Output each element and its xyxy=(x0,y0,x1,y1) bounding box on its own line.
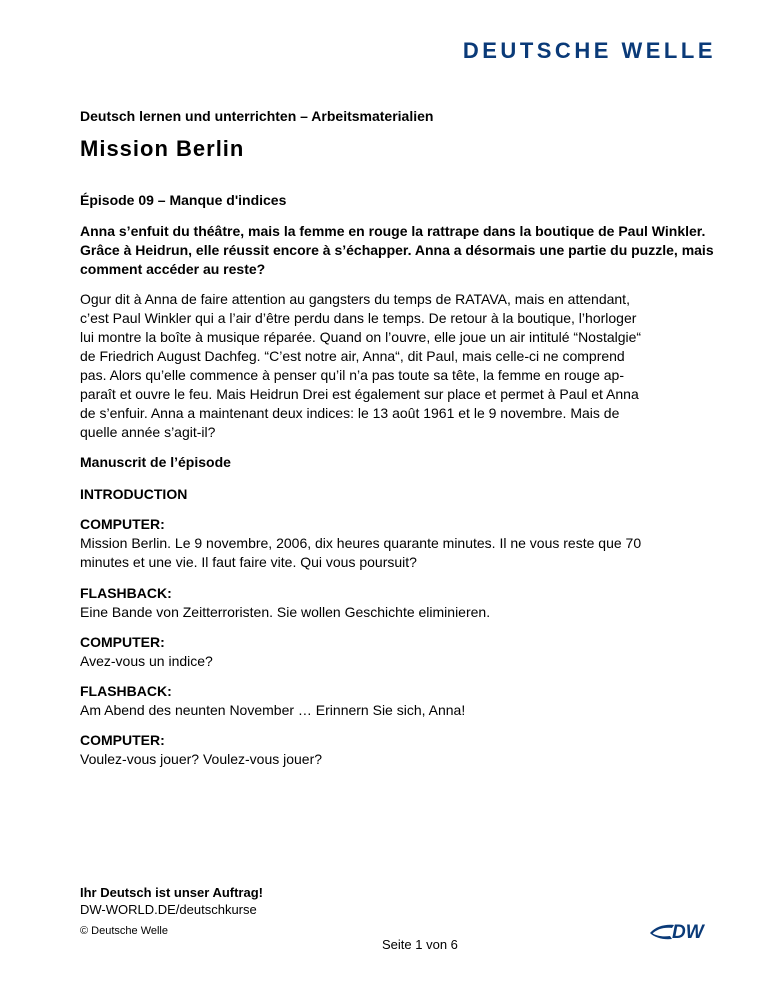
footer-copyright: © Deutsche Welle xyxy=(80,925,168,937)
dialogue-block xyxy=(80,584,720,622)
dw-logo-text: DW xyxy=(672,922,704,943)
dialogue-line: Avez-vous un indice? xyxy=(80,653,213,669)
intro-line: de s’enfuir. Anna a maintenant deux indices: le 13 août 1961 et le 9 novembre. Mais de xyxy=(80,405,620,421)
dialogue-line: Eine Bande von Zeitterroristen. Sie wollen Geschichte eliminieren. xyxy=(80,604,491,620)
dw-logo-icon xyxy=(648,918,716,944)
section-heading: INTRODUCTION xyxy=(80,486,188,502)
dialogue-line: Am Abend des neunten November … Erinnern Sie sich, Anna! xyxy=(80,702,466,718)
episode-summary: Anna s’enfuit du théâtre, mais la femme en rouge la rattrape dans la boutique de Paul Winkler. Grâce à Heidrun, elle réussit encore à s’échapper. Anna a désormais une partie du puzzle, mais comment accéder au reste? xyxy=(80,223,714,277)
manuscript-heading: Manuscrit de l’épisode xyxy=(80,454,231,470)
dialogue-line: Voulez-vous jouer? Voulez-vous jouer? xyxy=(80,751,323,767)
dialogue-block xyxy=(80,731,720,769)
dialogue-block xyxy=(80,515,720,572)
speaker-label: COMPUTER: xyxy=(80,732,165,748)
episode-intro xyxy=(80,290,720,442)
speaker-label: COMPUTER: xyxy=(80,634,165,650)
speaker-label: COMPUTER: xyxy=(80,516,165,532)
footer-slogan: Ihr Deutsch ist unser Auftrag! xyxy=(80,885,263,900)
intro-line: Ogur dit à Anna de faire attention au gangsters du temps de RATAVA, mais en attendant, xyxy=(80,291,630,307)
dialogue-line: Mission Berlin. Le 9 novembre, 2006, dix heures quarante minutes. Il ne vous reste que 70 xyxy=(80,535,642,551)
intro-line: pas. Alors qu’elle commence à penser qu’il n’a pas toute sa tête, la femme en rouge ap- xyxy=(80,367,624,383)
page-number: Seite 1 von 6 xyxy=(382,937,458,952)
intro-line: quelle année s’agit-il? xyxy=(80,424,216,440)
dialogue-block xyxy=(80,633,720,671)
dialogue-block xyxy=(80,682,720,720)
document-title: Mission Berlin xyxy=(80,136,245,161)
episode-heading: Épisode 09 – Manque d'indices xyxy=(80,192,287,208)
intro-line: de Friedrich August Dachfeg. “C’est notre air, Anna“, dit Paul, mais celle-ci ne comprend xyxy=(80,348,625,364)
intro-line: lui montre la boîte à musique réparée. Quand on l’ouvre, elle joue un air intitulé “Nostalgie“ xyxy=(80,329,642,345)
speaker-label: FLASHBACK: xyxy=(80,683,172,699)
series-subtitle: Deutsch lernen und unterrichten – Arbeitsmaterialien xyxy=(80,108,434,124)
speaker-label: FLASHBACK: xyxy=(80,585,172,601)
intro-line: c’est Paul Winkler qui a l’air d’être perdu dans le temps. De retour à la boutique, l’horloger xyxy=(80,310,637,326)
intro-line: paraît et ouvre le feu. Mais Heidrun Drei est également sur place et permet à Paul et Anna xyxy=(80,386,639,402)
footer-url[interactable]: DW-WORLD.DE/deutschkurse xyxy=(80,902,257,917)
brand-wordmark: DEUTSCHE WELLE xyxy=(462,38,716,63)
dialogue-line: minutes et une vie. Il faut faire vite. Qui vous poursuit? xyxy=(80,554,417,570)
